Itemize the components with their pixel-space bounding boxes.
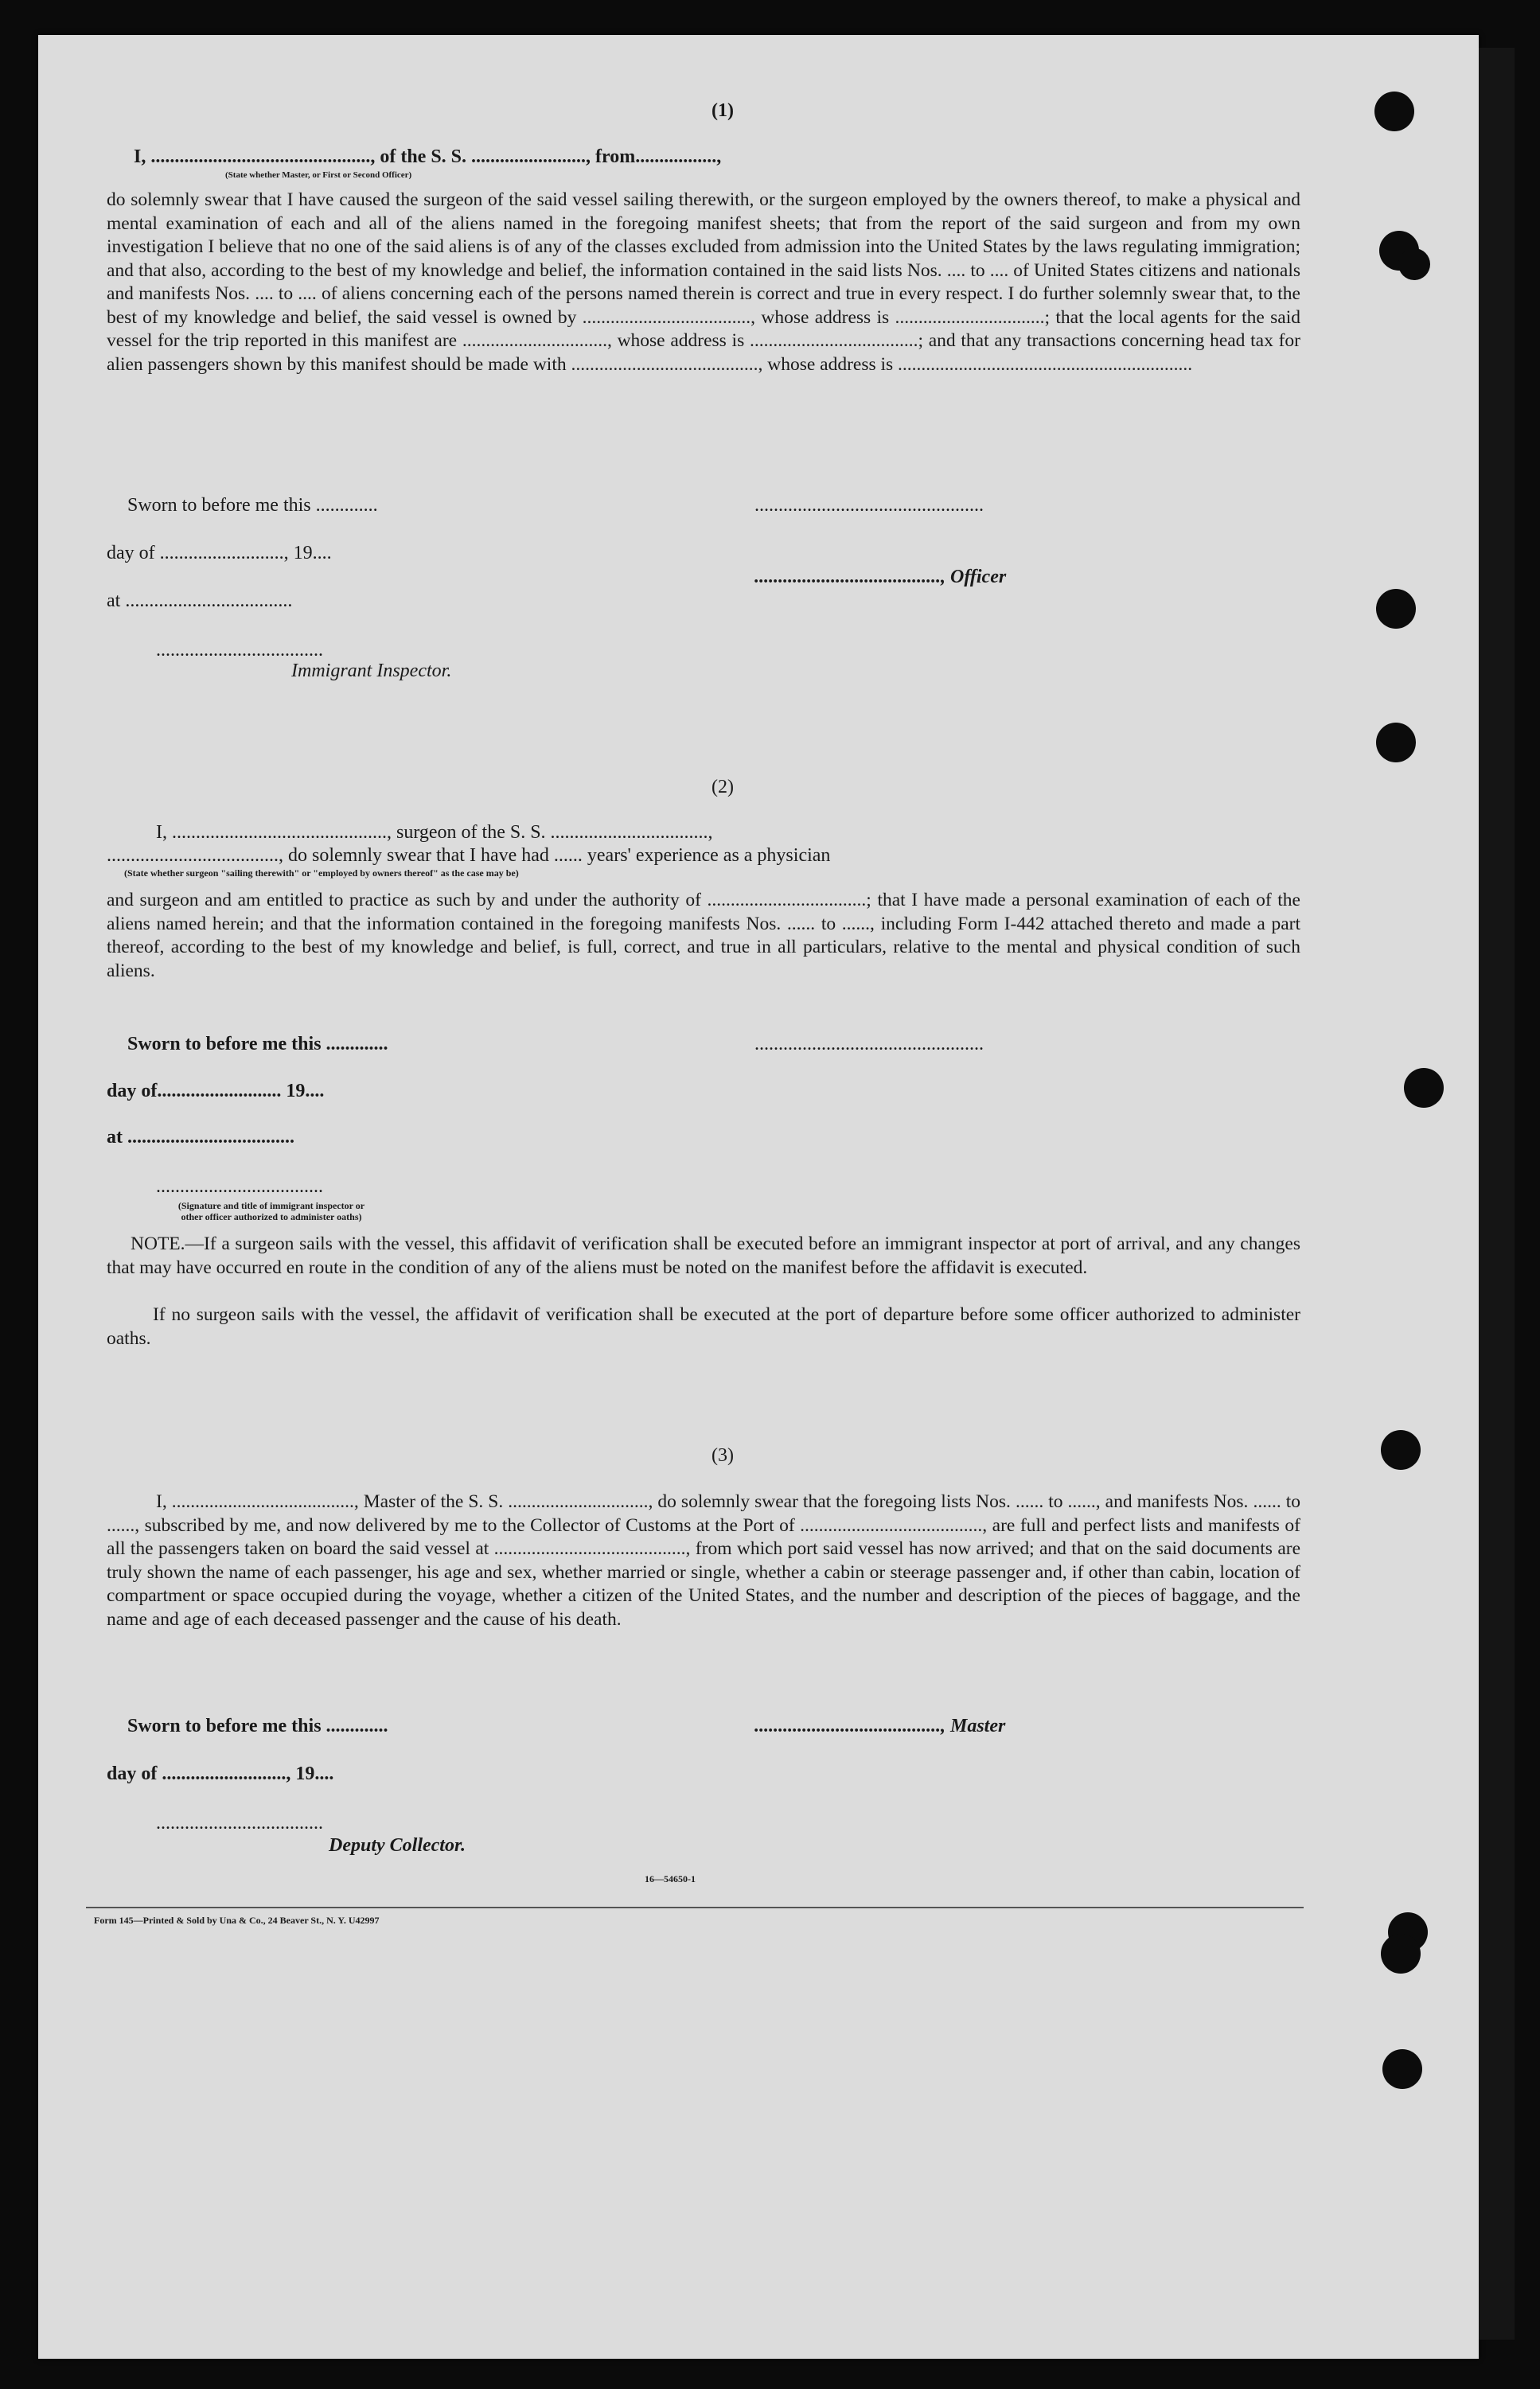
punch-hole [1381,1430,1421,1470]
section-2-surgeon-note: (State whether surgeon "sailing therewith" or "employed by owners thereof" as the case may be) [124,867,519,879]
section-2-note-paragraph-2: If no surgeon sails with the vessel, the affidavit of verification shall be executed at the port of departure before some officer authorized to administer oaths. [107,1304,1300,1349]
binding-edge [1479,48,1515,2340]
section-3-oath-paragraph: I, ......................................., Master of the S. S. .............................., do solemnly swear that the foregoing lists Nos. ...... to ......, and manifests Nos. ...... to ......, subscribed by me, and now delivered by me to the Collector of Customs at the Port of ......................................., are full and perfect lists and manifests of all the passengers taken on board the said vessel at ........................................., from which port said vessel has now arrived; and that on the said documents are truly shown the name of each passenger, his age and sex, whether married or single, whether a cabin or steerage passenger and, if other than cabin, location of compartment or space occupied during the voyage, whether a citizen of the United States, and the number and description of the pieces of baggage, and the name and age of each deceased passenger and the cause of his death. [107,1491,1300,1630]
punch-hole [1398,248,1430,280]
section-3-collector-title: Deputy Collector. [329,1835,466,1856]
section-2-sworn-line: Sworn to before me this ............. [127,1034,388,1054]
section-2-number: (2) [712,777,734,797]
section-1-officer-line: ......................................., Officer [754,567,1007,587]
footer-rule [86,1907,1304,1908]
section-3-day-line: day of .........................., 19.... [107,1763,334,1784]
section-1-signature-line: ................................................ [754,495,984,516]
section-2-at-line: at ................................... [107,1127,294,1148]
section-1-officer-note: (State whether Master, or First or Second Officer) [225,170,412,180]
section-3-number: (3) [712,1445,734,1466]
section-1-inspector-title: Immigrant Inspector. [291,661,452,681]
section-3-collector-signature: ................................... [156,1813,323,1834]
punch-hole [1382,2049,1422,2089]
punch-hole [1404,1068,1444,1108]
section-1-day-line: day of .........................., 19.... [107,543,332,563]
section-1-oath-paragraph: do solemnly swear that I have caused the surgeon of the said vessel sailing therewith, or the surgeon employed by the owners thereof, to make a physical and mental examination of each and all of the aliens named in the foregoing manifest sheets; that from the report of the said surgeon and from my own investigation I believe that no one of the said aliens is of any of the classes excluded from admission into the United States by the laws regulating immigration; and that also, according to the best of my knowledge and belief, the information contained in the said lists Nos. .... to .... of United States citizens and nationals and manifests Nos. .... to .... of aliens concerning each of the persons named therein is correct and true in every respect. I do further solemnly swear that, to the best of my knowledge and belief, the said vessel is owned by ...................................., whose address is ................................; that the local agents for the said vessel for the trip reported in this manifest are ..............................., whose address is ....................................; and that any transactions concerning head tax for alien passengers shown by this manifest should be made with ........................................, whose address is ............................................................... [107,189,1300,375]
section-2-signature-note: (Signature and title of immigrant inspector or other officer authorized to administer oaths) [177,1200,365,1222]
section-2-day-line: day of.......................... 19.... [107,1081,325,1101]
section-3-sworn-line: Sworn to before me this ............. [127,1716,388,1736]
printer-line: Form 145—Printed & Sold by Una & Co., 24 Beaver St., N. Y. U42997 [94,1915,380,1926]
section-1-inspector-signature: ................................... [156,640,323,661]
punch-hole [1381,1934,1421,1974]
section-1-number: (1) [712,100,734,121]
punch-hole [1376,723,1416,762]
section-2-oath-paragraph: and surgeon and am entitled to practice as such by and under the authority of ..................................; that I have made a personal examination of each of the aliens named herein; and that the information contained in the foregoing manifests Nos. ...... to ......, including Form I-442 attached thereto and made a part thereof, according to the best of my knowledge and belief, is full, correct, and true in all particulars, relative to the mental and physical condition of such aliens. [107,890,1300,981]
section-1-first-line: I, .............................................., of the S. S. ........................, from................., [134,146,722,167]
section-2-second-line: ...................................., do solemnly swear that I have had ...... years' experience as a physician [107,845,831,866]
section-2-first-line: I, ............................................., surgeon of the S. S. ................................., [156,822,713,843]
section-3-master-line: ......................................., Master [754,1716,1006,1736]
section-2-inspector-signature: ................................... [156,1176,323,1197]
punch-hole [1374,92,1414,131]
punch-hole [1376,589,1416,629]
section-2-note-paragraph: NOTE.—If a surgeon sails with the vessel, this affidavit of verification shall be executed before an immigrant inspector at port of arrival, and any changes that may have occurred en route in the condition of any of the aliens must be noted on the manifest before the affidavit is executed. [107,1233,1300,1278]
section-1-sworn-line: Sworn to before me this ............. [127,495,378,516]
section-1-at-line: at ................................... [107,590,293,611]
section-2-signature-line: ................................................ [754,1034,984,1054]
form-sheet [38,35,1479,2359]
form-code: 16—54650-1 [645,1873,696,1884]
manifest-affidavit-form [38,35,1479,2359]
